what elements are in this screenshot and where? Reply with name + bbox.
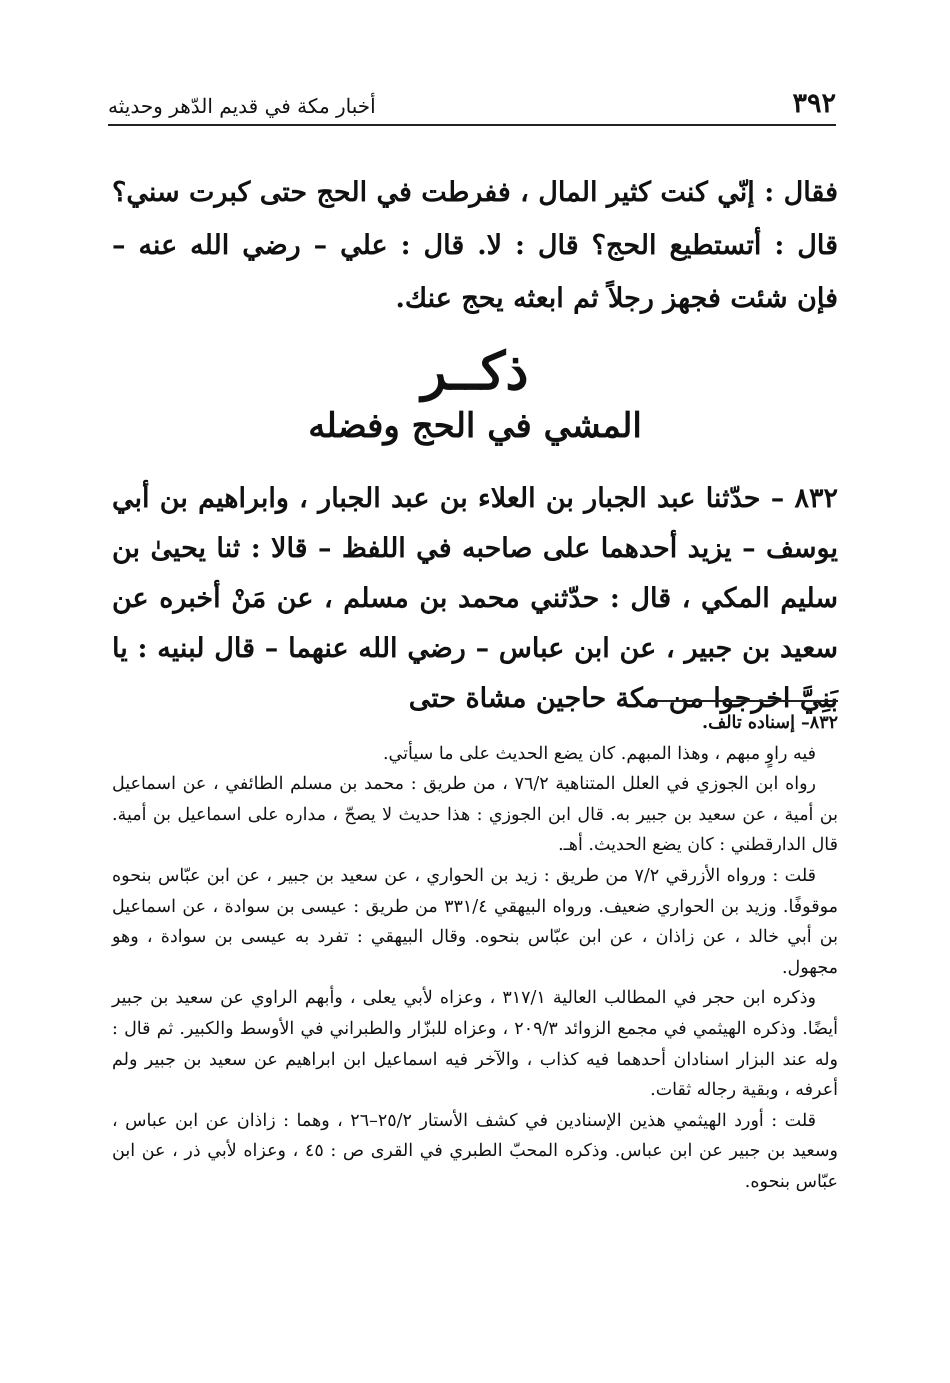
section-heading: ذكــر [421,341,529,402]
page-number: ٣٩٢ [792,88,836,119]
footnote-paragraph: قلت : ورواه الأزرقي ٧/٢ من طريق : زيد بن الحواري ، عن سعيد بن جبير ، عن ابن عبّاس بنحوه موقوفًا. وزيد بن الحواري ضعيف. ورواه البيهقي ٣٣١/٤ من طريق : عيسى بن سوادة ، عن اسماعيل بن أبي خالد ، عن زاذان ، عن ابن عبّاس بنحوه. وقال البيهقي : تفرد به عيسى بن سوادة ، وهو مجهول. [112,865,838,978]
footnote-paragraph: قلت : أورد الهيثمي هذين الإسنادين في كشف الأستار ٢٥/٢–٢٦ ، وهما : زاذان عن ابن عباس ، وسعيد بن جبير عن ابن عباس. وذكره المحبّ الطبري في القرى ص : ٤٥ ، وعزاه لأبي ذر ، عن ابن عبّاس بنحوه. [112,1110,838,1192]
footnote-paragraph: وذكره ابن حجر في المطالب العالية ٣١٧/١ ، وعزاه لأبي يعلى ، وأبهم الراوي عن سعيد بن جبير أيضًا. وذكره الهيثمي في مجمع الزوائد ٢٠٩/٣ ، وعزاه للبزّار والطبراني في الأوسط والكبير. ثم قال : وله عند البزار اسنادان أحدهما فيه كذاب ، والآخر فيه اسماعيل ابن ابراهيم عن سعيد بن جبير ولم أعرفه ، وبقية رجاله ثقات. [112,988,838,1101]
footnotes [112,708,838,1198]
footnote-paragraph: فيه راوٍ مبهم ، وهذا المبهم. كان يضع الحديث على ما سيأتي. [382,743,816,764]
opening-paragraph-text: فقال : إنّي كنت كثير المال ، ففرطت في الحج حتى كبرت سني؟ قال : أتستطيع الحج؟ قال : لا. قال : علي – رضي الله عنه – فإن شئت فجهز رجلاً ثم ابعثه يحج عنك. [112,177,838,314]
running-header [108,84,836,126]
footnote-divider [648,700,838,702]
hadith-paragraph [112,474,838,724]
hadith-text: ٨٣٢ – حدّثنا عبد الجبار بن العلاء بن عبد الجبار ، وابراهيم بن أبي يوسف – يزيد أحدهما على صاحبه في اللفظ – قالا : ثنا يحيىٰ بن سليم المكي ، قال : حدّثني محمد بن مسلم ، عن مَنْ أخبره عن سعيد بن جبير ، عن ابن عباس – رضي الله عنهما – قال لبنيه : يا بَنِيَّ اخرجوا من مكة حاجين مشاة حتى [112,483,838,714]
opening-paragraph [112,166,838,325]
footnote-heading: ٨٣٢– إسناده تالف. [702,713,838,733]
running-title: أخبار مكة في قديم الدّهر وحديثه [108,94,376,118]
footnote-paragraph: رواه ابن الجوزي في العلل المتناهية ٧٦/٢ ، من طريق : محمد بن مسلم الطائفي ، عن اسماعيل بن أمية ، عن سعيد بن جبير به. قال ابن الجوزي : هذا حديث لا يصحّ ، مداره على اسماعيل بن أمية. قال الدارقطني : كان يضع الحديث. أهـ. [112,774,838,856]
section-subheading: المشي في الحج وفضله [308,406,642,446]
